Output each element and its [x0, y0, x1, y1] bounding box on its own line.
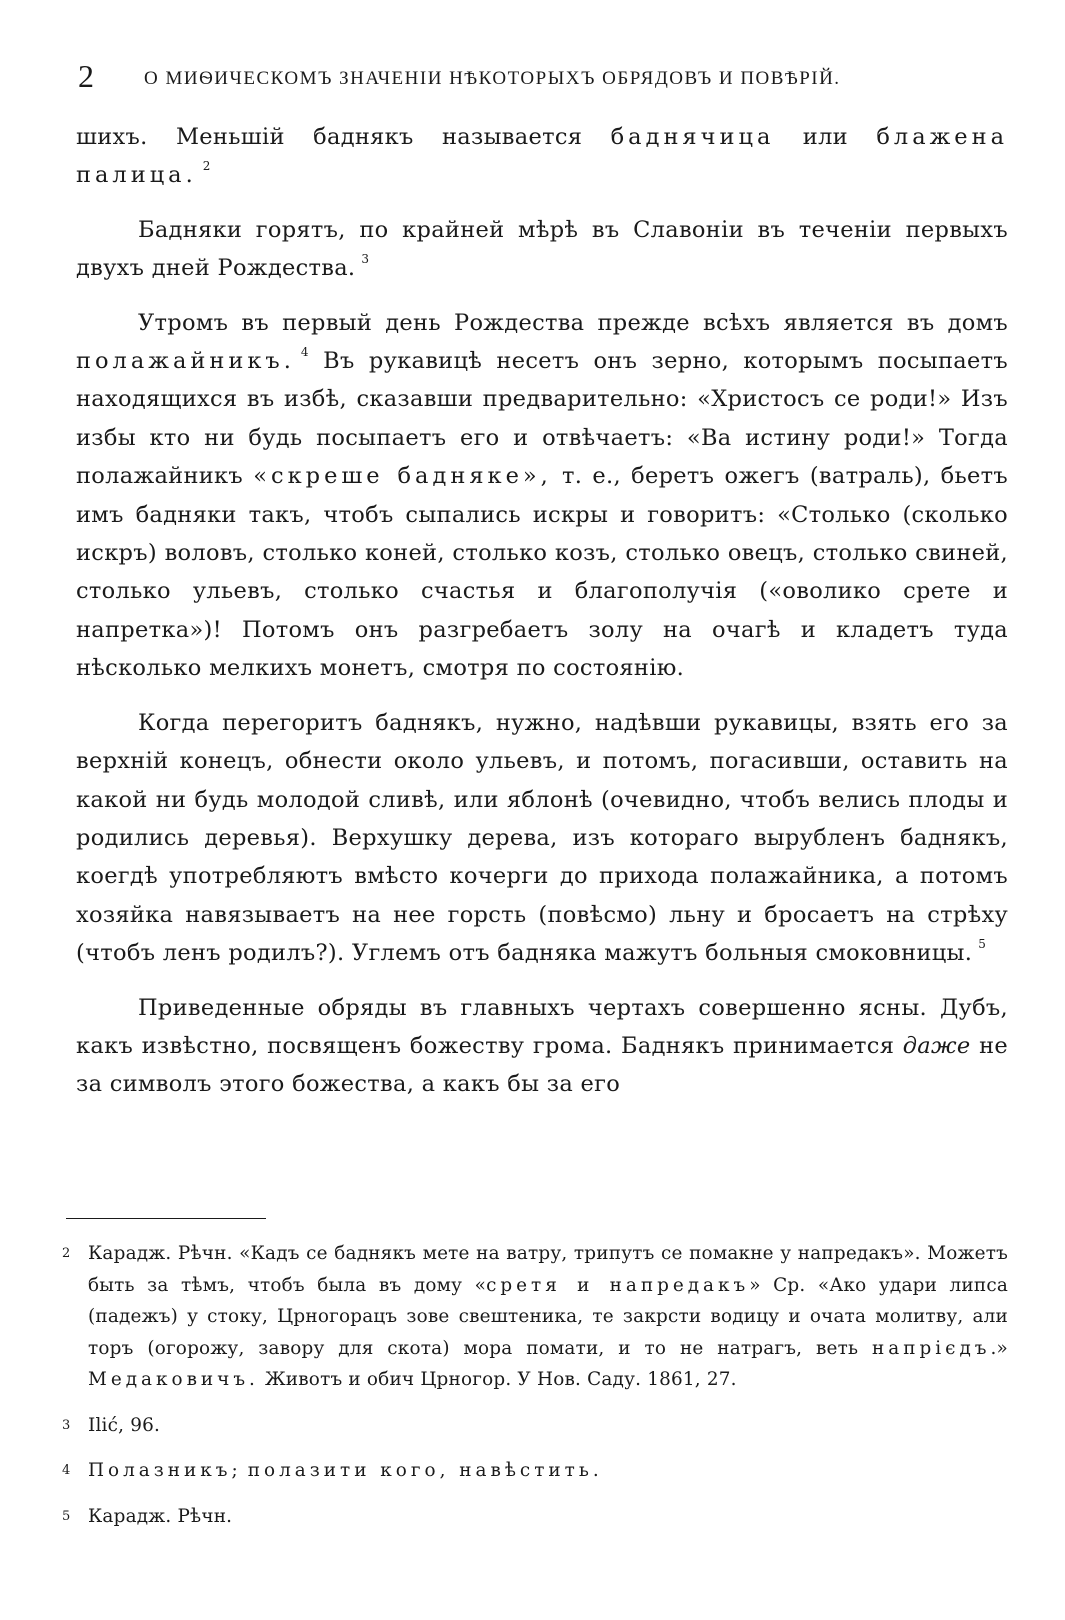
p5-text-b: не за символъ этого божества, а какъ бы за его — [76, 1032, 1008, 1098]
p1-text-b: или — [802, 124, 848, 150]
footnote-5 — [60, 1501, 1008, 1533]
p2-text: Бадняки горятъ, по крайней мѣрѣ въ Славоніи въ теченіи первыхъ двухъ дней Рождества. — [76, 216, 1008, 282]
p5-term-dazhe: даже — [902, 1032, 971, 1059]
p3-term-polazhajnik: полажайникъ. — [76, 348, 295, 375]
footnote-2 — [60, 1238, 1008, 1396]
fn2-text-b: » Ср. «Ако удари липса (падежъ) у стоку, Црногорацъ зове свештеника, те закрсти водицу и очата молитву, али торъ (огорожу, завору для скота) мора помати, и то не натрагъ, веть — [88, 1274, 1008, 1359]
p4-text: Когда перегоритъ баднякъ, нужно, надѣвши рукавицы, взять его за верхній конецъ, обнести около ульевъ, и потомъ, погасивши, оставить на какой ни будь молодой сливѣ, или яблонѣ (очевидно, чтобъ велись плоды и родились деревья). Верхушку дерева, изъ котораго вырубленъ баднякъ, коегдѣ употребляютъ вмѣсто кочерги до прихода полажайника, а потомъ хозяйка навязываетъ на нее горсть (повѣсмо) льну и бросаетъ на стрѣху (чтобъ ленъ родилъ?). Углемъ отъ бадняка мажутъ больныя смоковницы. — [76, 709, 1008, 967]
fn2-author: Медаковичъ. — [88, 1369, 259, 1390]
paragraph-2 — [76, 211, 1008, 288]
p1-text-a: шихъ. Меньшій баднякъ называется — [76, 124, 583, 150]
fn2-term: сретя и напредакъ — [486, 1274, 750, 1296]
p3-text-c: т. е., беретъ ожегъ (ватраль), бьетъ имъ бадняки такъ, чтобъ сыпались искры и говоритъ: «Столько (сколько искръ) воловъ, столько коней, столько козъ, столько овецъ, столько свиней, столько ульевъ, столько счастья и благополучія («оволико срете и напретка»)! Потомъ онъ разгребаетъ золу на очагѣ и кладетъ туда нѣсколько мелкихъ монетъ, смотря по состоянію. — [76, 463, 1009, 682]
fn2-source: Животъ и обич Црногор. У Нов. Саду. 1861, 27. — [264, 1369, 737, 1390]
paragraph-5 — [76, 989, 1008, 1104]
footnote-number: 5 — [62, 1508, 71, 1524]
p3-text-a: Утромъ въ первый день Рождества прежде всѣхъ является въ домъ — [138, 309, 1008, 336]
fn3-text: Ilić, 96. — [88, 1414, 161, 1436]
fn5-text: Карадж. Рѣчн. — [88, 1505, 233, 1527]
fn2-text-a: Карадж. Рѣчн. «Кадъ се баднякъ мете на ватру, трипутъ се помакне у напредакъ». Можетъ быть за тѣмъ, чтобъ была въ дому « — [88, 1243, 1008, 1296]
paragraph-3 — [76, 304, 1008, 688]
footnote-number: 2 — [62, 1246, 71, 1261]
footnote-ref-2[interactable]: 2 — [202, 159, 211, 174]
running-title: О МИѲИЧЕСКОМЪ ЗНАЧЕНІИ НѢКОТОРЫХЪ ОБРЯДОВЪ И ПОВѢРІЙ. — [144, 68, 841, 89]
footnote-number: 3 — [62, 1417, 71, 1433]
fn4-text: полазити кого, навѣстить. — [247, 1460, 603, 1481]
footnote-ref-4[interactable]: 4 — [300, 345, 309, 360]
footnote-number: 4 — [62, 1463, 71, 1478]
footnote-divider — [66, 1218, 266, 1219]
footnote-ref-3[interactable]: 3 — [361, 252, 370, 267]
p1-term-blazhena-palica: блажена палица. — [76, 124, 1009, 189]
fn4-term: Полазникъ; — [88, 1460, 242, 1481]
page-header — [78, 58, 998, 94]
footnote-4 — [60, 1455, 1008, 1487]
footnotes — [60, 1238, 1008, 1546]
fn2-term-naprijed: напрієдъ — [872, 1337, 991, 1359]
main-text — [76, 118, 1008, 1120]
footnote-3 — [60, 1410, 1008, 1442]
footnote-ref-5[interactable]: 5 — [978, 937, 987, 952]
p5-text-a: Приведенные обряды въ главныхъ чертахъ совершенно ясны. Дубъ, какъ извѣстно, посвященъ божеству грома. Баднякъ принимается — [76, 994, 1008, 1059]
page-number: 2 — [78, 58, 94, 94]
p3-text-b: Въ рукавицѣ несетъ онъ зерно, которымъ посыпаетъ находящихся въ избѣ, сказавши предварительно: «Христосъ се роди!» Изъ избы кто ни будь посыпаетъ его и отвѣчаетъ: «Ва истину роди!» Тогда полажайникъ — [76, 348, 1009, 490]
p1-term-badnjachica: баднячица — [610, 124, 775, 150]
fn2-quote-close: .» — [990, 1337, 1008, 1359]
paragraph-4 — [76, 704, 1008, 973]
paragraph-1 — [76, 118, 1008, 195]
p3-term-skreshe-badnjake: «скреше бадняке», — [253, 463, 552, 490]
